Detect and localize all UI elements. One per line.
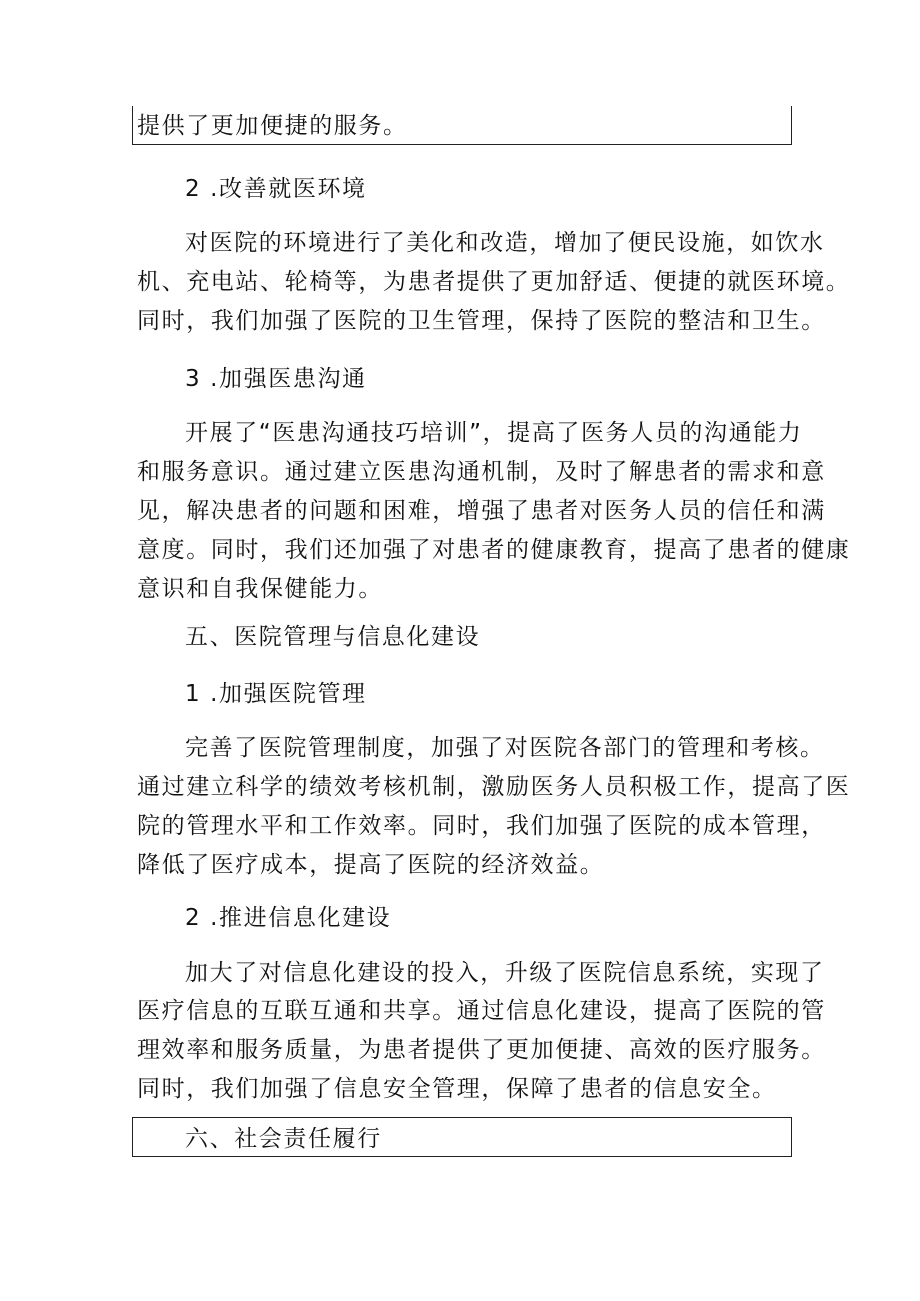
- paragraph-line: 意度。同时，我们还加强了对患者的健康教育，提高了患者的健康: [137, 537, 851, 563]
- paragraph-line: 开展了“医患沟通技巧培训”，提高了医务人员的沟通能力: [185, 420, 803, 446]
- paragraph-line: 院的管理水平和工作效率。同时，我们加强了医院的成本管理，: [137, 813, 826, 839]
- paragraph-line: 机、充电站、轮椅等，为患者提供了更加舒适、便捷的就医环境。: [137, 269, 851, 295]
- paragraph-line: 理效率和服务质量，为患者提供了更加便捷、高效的医疗服务。: [137, 1037, 826, 1063]
- paragraph-line: 加大了对信息化建设的投入，升级了医院信息系统，实现了: [185, 960, 825, 986]
- paragraph-line: 见，解决患者的问题和困难，增强了患者对医务人员的信任和满: [137, 498, 826, 524]
- paragraph-line: 同时，我们加强了医院的卫生管理，保持了医院的整洁和卫生。: [137, 308, 826, 334]
- top-fragment-text: 提供了更加便捷的服务。: [137, 113, 408, 139]
- paragraph-line: 对医院的环境进行了美化和改造，增加了便民设施，如饮水: [185, 230, 825, 256]
- paragraph-line: 完善了医院管理制度，加强了对医院各部门的管理和考核。: [185, 735, 825, 761]
- paragraph-line: 降低了医疗成本，提高了医院的经济效益。: [137, 852, 605, 878]
- paragraph-line: 通过建立科学的绩效考核机制，激励医务人员积极工作，提高了医: [137, 774, 851, 800]
- paragraph-line: 医疗信息的互联互通和共享。通过信息化建设，提高了医院的管: [137, 998, 826, 1024]
- section-title-management: 五、医院管理与信息化建设: [185, 624, 481, 650]
- heading-strengthen-management: 1 .加强医院管理: [185, 681, 367, 707]
- paragraph-line: 和服务意识。通过建立医患沟通机制，及时了解患者的需求和意: [137, 459, 826, 485]
- paragraph-line: 意识和自我保健能力。: [137, 576, 383, 602]
- paragraph-line: 同时，我们加强了信息安全管理，保障了患者的信息安全。: [137, 1076, 777, 1102]
- section-title-social-responsibility: 六、社会责任履行: [185, 1126, 382, 1152]
- heading-informatization: 2 .推进信息化建设: [185, 905, 392, 931]
- heading-improve-environment: 2 .改善就医环境: [185, 176, 367, 202]
- heading-doctor-patient-communication: 3 .加强医患沟通: [185, 366, 367, 392]
